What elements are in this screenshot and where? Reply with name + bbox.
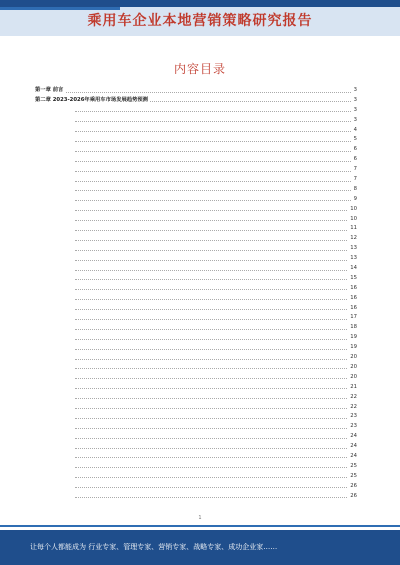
toc-leader-dots bbox=[75, 487, 357, 488]
toc-entry[interactable] bbox=[35, 106, 357, 116]
footer-divider bbox=[0, 525, 400, 527]
toc-leader-dots bbox=[75, 200, 357, 201]
toc-page-number: 12 bbox=[348, 234, 357, 244]
toc-leader-dots bbox=[75, 329, 357, 330]
toc-page-number: 23 bbox=[348, 412, 357, 422]
toc-leader-dots bbox=[75, 477, 357, 478]
toc-leader-dots bbox=[75, 161, 357, 162]
toc-page-number: 3 bbox=[352, 96, 357, 106]
toc-entry[interactable] bbox=[35, 165, 357, 175]
toc-entry[interactable] bbox=[35, 126, 357, 136]
toc-entry[interactable] bbox=[35, 412, 357, 422]
toc-entry[interactable] bbox=[35, 492, 357, 502]
toc-entry[interactable] bbox=[35, 96, 357, 106]
toc-page-number: 24 bbox=[348, 442, 357, 452]
toc-entry[interactable] bbox=[35, 215, 357, 225]
toc-entry[interactable] bbox=[35, 403, 357, 413]
toc-page-number: 25 bbox=[348, 472, 357, 482]
toc-page-number: 6 bbox=[352, 145, 357, 155]
toc-entry[interactable] bbox=[35, 442, 357, 452]
toc-leader-dots bbox=[75, 438, 357, 439]
toc-page-number: 8 bbox=[352, 185, 357, 195]
toc-entry[interactable] bbox=[35, 472, 357, 482]
toc-entry[interactable] bbox=[35, 373, 357, 383]
toc-leader-dots bbox=[75, 121, 357, 122]
toc-leader-dots bbox=[75, 279, 357, 280]
page-header bbox=[0, 0, 400, 36]
toc-page-number: 21 bbox=[348, 383, 357, 393]
toc-entry[interactable] bbox=[35, 205, 357, 215]
toc-page-number: 22 bbox=[348, 393, 357, 403]
toc-page-number: 20 bbox=[348, 373, 357, 383]
table-of-contents bbox=[35, 86, 357, 501]
toc-entry[interactable] bbox=[35, 313, 357, 323]
toc-leader-dots bbox=[75, 349, 357, 350]
toc-page-number: 16 bbox=[348, 284, 357, 294]
toc-page-number: 13 bbox=[348, 254, 357, 264]
toc-entry-text: 第二章 2023-2026年乘用车市场发展趋势预测 bbox=[35, 96, 150, 106]
toc-leader-dots bbox=[75, 171, 357, 172]
toc-leader-dots bbox=[75, 339, 357, 340]
page-number: 1 bbox=[198, 515, 202, 521]
toc-page-number: 13 bbox=[348, 244, 357, 254]
toc-leader-dots bbox=[75, 210, 357, 211]
toc-page-number: 3 bbox=[352, 116, 357, 126]
toc-leader-dots bbox=[75, 359, 357, 360]
toc-leader-dots bbox=[75, 111, 357, 112]
toc-leader-dots bbox=[75, 497, 357, 498]
toc-entry[interactable] bbox=[35, 224, 357, 234]
toc-page-number: 23 bbox=[348, 422, 357, 432]
toc-page-number: 26 bbox=[348, 482, 357, 492]
toc-leader-dots bbox=[75, 319, 357, 320]
toc-entry[interactable] bbox=[35, 284, 357, 294]
toc-entry[interactable] bbox=[35, 116, 357, 126]
toc-entry[interactable] bbox=[35, 432, 357, 442]
toc-leader-dots bbox=[75, 131, 357, 132]
toc-leader-dots bbox=[75, 309, 357, 310]
toc-page-number: 16 bbox=[348, 304, 357, 314]
toc-leader-dots bbox=[75, 181, 357, 182]
toc-entry[interactable] bbox=[35, 333, 357, 343]
toc-page-number: 14 bbox=[348, 264, 357, 274]
toc-leader-dots bbox=[75, 418, 357, 419]
toc-leader-dots bbox=[75, 368, 357, 369]
toc-entry[interactable] bbox=[35, 353, 357, 363]
toc-page-number: 20 bbox=[348, 363, 357, 373]
toc-leader-dots bbox=[75, 289, 357, 290]
toc-page-number: 10 bbox=[348, 205, 357, 215]
toc-page-number: 6 bbox=[352, 155, 357, 165]
toc-leader-dots bbox=[75, 388, 357, 389]
toc-page-number: 3 bbox=[352, 86, 357, 96]
toc-page-number: 22 bbox=[348, 403, 357, 413]
toc-page-number: 4 bbox=[352, 126, 357, 136]
toc-entry[interactable] bbox=[35, 383, 357, 393]
toc-entry[interactable] bbox=[35, 452, 357, 462]
toc-entry[interactable] bbox=[35, 393, 357, 403]
toc-entry[interactable] bbox=[35, 86, 357, 96]
toc-entry-text: 第一章 前言 bbox=[35, 86, 65, 96]
toc-leader-dots bbox=[75, 190, 357, 191]
toc-page-number: 24 bbox=[348, 432, 357, 442]
toc-page-number: 7 bbox=[352, 175, 357, 185]
toc-leader-dots bbox=[75, 467, 357, 468]
toc-leader-dots bbox=[75, 240, 357, 241]
toc-page-number: 15 bbox=[348, 274, 357, 284]
toc-page-number: 9 bbox=[352, 195, 357, 205]
toc-leader-dots bbox=[75, 428, 357, 429]
toc-entry[interactable] bbox=[35, 185, 357, 195]
toc-entry[interactable] bbox=[35, 135, 357, 145]
toc-leader-dots bbox=[35, 92, 357, 93]
toc-leader-dots bbox=[75, 408, 357, 409]
toc-leader-dots bbox=[75, 141, 357, 142]
toc-entry[interactable] bbox=[35, 363, 357, 373]
toc-entry[interactable] bbox=[35, 155, 357, 165]
toc-page-number: 3 bbox=[352, 106, 357, 116]
toc-entry[interactable] bbox=[35, 175, 357, 185]
toc-leader-dots bbox=[75, 151, 357, 152]
toc-leader-dots bbox=[75, 260, 357, 261]
toc-page-number: 5 bbox=[352, 135, 357, 145]
toc-entry[interactable] bbox=[35, 254, 357, 264]
toc-leader-dots bbox=[75, 270, 357, 271]
toc-leader-dots bbox=[75, 378, 357, 379]
toc-entry[interactable] bbox=[35, 244, 357, 254]
toc-entry[interactable] bbox=[35, 195, 357, 205]
toc-page-number: 24 bbox=[348, 452, 357, 462]
toc-leader-dots bbox=[75, 299, 357, 300]
footer-slogan: 让每个人都能成为 行业专家、管理专家、营销专家、战略专家、成功企业家…… bbox=[30, 543, 278, 551]
toc-page-number: 10 bbox=[348, 215, 357, 225]
toc-entry[interactable] bbox=[35, 145, 357, 155]
toc-entry[interactable] bbox=[35, 422, 357, 432]
toc-page-number: 7 bbox=[352, 165, 357, 175]
toc-leader-dots bbox=[75, 398, 357, 399]
toc-leader-dots bbox=[75, 448, 357, 449]
toc-page-number: 19 bbox=[348, 333, 357, 343]
toc-page-number: 20 bbox=[348, 353, 357, 363]
toc-entry[interactable] bbox=[35, 234, 357, 244]
toc-entry[interactable] bbox=[35, 264, 357, 274]
toc-page-number: 11 bbox=[348, 224, 357, 234]
toc-entry[interactable] bbox=[35, 482, 357, 492]
toc-leader-dots bbox=[75, 457, 357, 458]
toc-page-number: 17 bbox=[348, 313, 357, 323]
toc-page-number: 16 bbox=[348, 294, 357, 304]
toc-page-number: 25 bbox=[348, 462, 357, 472]
toc-entry[interactable] bbox=[35, 343, 357, 353]
toc-page-number: 26 bbox=[348, 492, 357, 502]
toc-leader-dots bbox=[75, 220, 357, 221]
toc-leader-dots bbox=[75, 230, 357, 231]
toc-entry[interactable] bbox=[35, 304, 357, 314]
report-title: 乘用车企业本地营销策略研究报告 bbox=[87, 13, 313, 29]
toc-entry[interactable] bbox=[35, 323, 357, 333]
toc-page-number: 19 bbox=[348, 343, 357, 353]
toc-heading: 内容目录 bbox=[173, 62, 226, 76]
toc-leader-dots bbox=[75, 250, 357, 251]
toc-page-number: 18 bbox=[348, 323, 357, 333]
toc-entry[interactable] bbox=[35, 462, 357, 472]
header-band bbox=[0, 0, 400, 7]
toc-entry[interactable] bbox=[35, 274, 357, 284]
toc-entry[interactable] bbox=[35, 294, 357, 304]
